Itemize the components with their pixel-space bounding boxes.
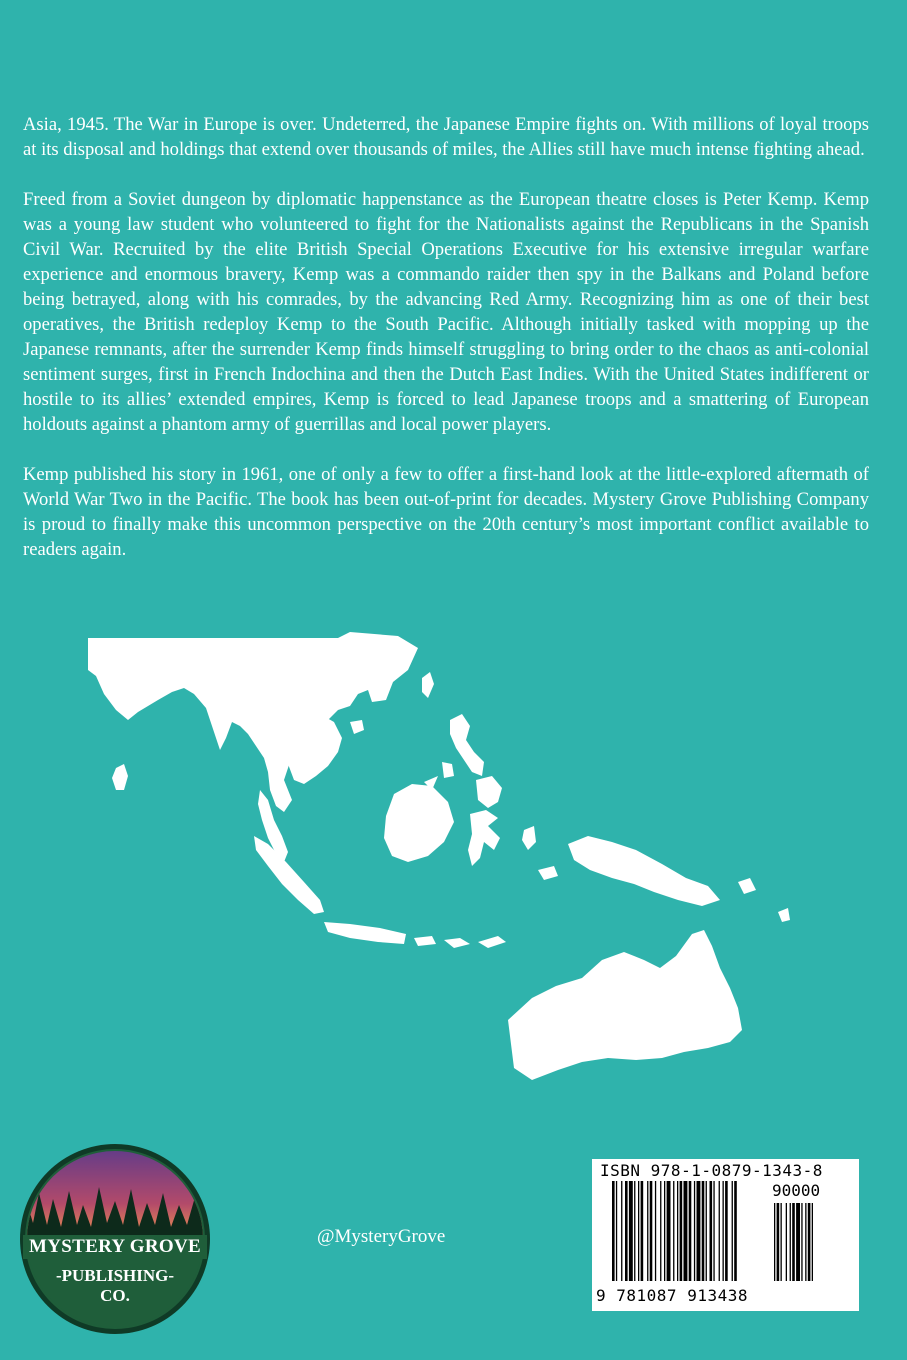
barcode-bar [805,1203,806,1281]
isbn-digits: 9 781087 913438 [596,1286,748,1305]
barcode-bar [732,1181,733,1281]
barcode-bar [697,1181,701,1281]
barcode-bar [650,1181,653,1281]
price-code: 90000 [772,1181,821,1200]
barcode-bar [625,1181,628,1281]
barcode-bar [647,1181,648,1281]
barcode-bar [664,1181,665,1281]
logo-sub-co: CO. [100,1286,130,1305]
southeast-asia-map-icon [88,630,828,1100]
barcode-bar [710,1181,713,1281]
barcode-bar [638,1181,639,1281]
logo-sub-publishing: -PUBLISHING- [55,1266,175,1285]
barcode-bar [641,1181,644,1281]
barcode-bar [621,1181,622,1281]
barcode-bar [667,1181,671,1281]
barcode-bar [790,1203,791,1281]
blurb-paragraph-2: Freed from a Soviet dungeon by diplomatic happenstance as the European theatre closes is Peter Kemp. Kemp was a young law student who volunteered to fight for the Nationalists against the Republicans in the Spanish Civil War. Recruited by the elite British Special Operations Executive for his extensive irregular warfare experience and enormous bravery, Kemp was a commando raider then spy in the Balkans and Poland before being betrayed, along with his comrades, by the advancing Red Army. Recognizing him as one of their best operatives, the British redeploy Kemp to the South Pacific. Although initially tasked with mopping up the Japanese remnants, after the surrender Kemp finds himself struggling to bring order to the chaos as anti-colonial sentiment surges, first in French Indochina and then the Dutch East Indies. With the United States indifferent or hostile to its allies’ extended empires, Kemp is forced to lead Japanese troops and a smattering of European holdouts against a phantom army of guerrillas and local power players. [23,189,869,435]
barcode-bar [660,1181,661,1281]
barcode-bar [774,1203,775,1281]
barcode-bar [781,1203,782,1281]
blurb-paragraph-3: Kemp published his story in 1961, one of only a few to offer a first-hand look at the little-explored aftermath of World War Two in the Pacific. The book has been out-of-print for decades. Mystery Grove Publishing Company is proud to finally make this uncommon perspective on the 20th century’s most important conflict available to readers again. [23,464,869,560]
barcode-bar [792,1203,795,1281]
barcode-bar [612,1181,615,1281]
barcode-bars-icon [612,1181,842,1286]
barcode-bar [796,1203,800,1281]
barcode-bar [689,1181,692,1281]
barcode-bar [677,1181,678,1281]
barcode-bar [706,1181,707,1281]
barcode-bar [734,1181,737,1281]
barcode-bar [629,1181,633,1281]
barcode-bar [812,1203,813,1281]
social-handle: @MysteryGrove [317,1226,446,1247]
blurb [23,112,869,587]
barcode-bar [777,1203,780,1281]
isbn-barcode [592,1159,859,1311]
barcode-bar [808,1203,811,1281]
barcode-bar [725,1181,728,1281]
barcode-bar [719,1181,720,1281]
barcode-bar [702,1181,705,1281]
barcode-bar [655,1181,656,1281]
barcode-bar [684,1181,688,1281]
barcode-bar [694,1181,695,1281]
barcode-bar [723,1181,724,1281]
barcode-bar [616,1181,617,1281]
logo-name: MYSTERY GROVE [29,1236,201,1257]
isbn-label: ISBN 978-1-0879-1343-8 [600,1161,823,1180]
barcode-bar [634,1181,635,1281]
barcode-bar [673,1181,674,1281]
barcode-bar [713,1181,714,1281]
barcode-bar [680,1181,683,1281]
barcode-bar [801,1203,802,1281]
barcode-bar [786,1203,787,1281]
blurb-paragraph-1: Asia, 1945. The War in Europe is over. Undeterred, the Japanese Empire fights on. With millions of loyal troops at its disposal and holdings that extend over thousands of miles, the Allies still have much intense fighting ahead. [23,114,869,160]
